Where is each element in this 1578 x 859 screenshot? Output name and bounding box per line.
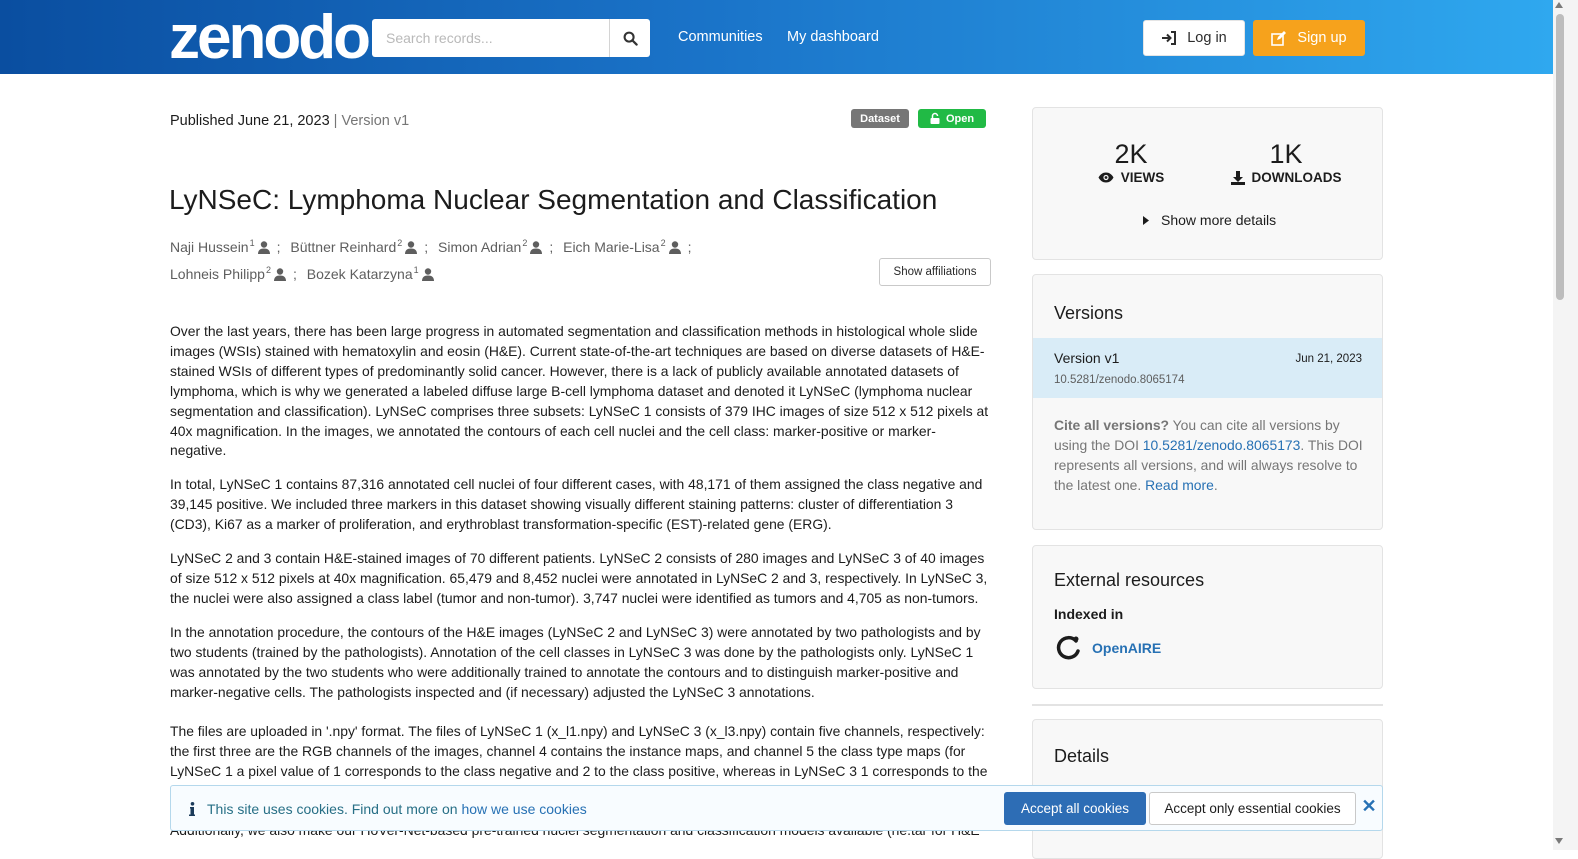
accept-essential-cookies-button[interactable]: Accept only essential cookies: [1149, 792, 1356, 825]
creator-item[interactable]: [307, 261, 435, 288]
openaire-link[interactable]: [1054, 634, 1161, 662]
version-date: Jun 21, 2023: [1295, 353, 1362, 365]
version-item[interactable]: [1033, 338, 1382, 398]
indexed-in-label: Indexed in: [1054, 606, 1124, 622]
show-affiliations-button[interactable]: Show affiliations: [879, 258, 991, 286]
creators-list: [170, 234, 730, 288]
version-separator: |: [333, 113, 338, 129]
creator-item[interactable]: [563, 234, 691, 261]
cite-end: .: [1213, 476, 1218, 493]
external-title: External resources: [1054, 570, 1205, 590]
nav-communities[interactable]: Communities: [678, 29, 763, 45]
views-label: VIEWS: [1120, 170, 1165, 185]
description-paragraph: In total, LyNSeC 1 contains 87,316 annotated cell nuclei of four different cases, with 48,171 of them assigned the class negative and 39,145 positive. We included three markers in this dataset showing visually different staining patterns: cluster of differentiation 3 (CD3), Ki67 as a marker of proliferation, and erythroblast transformation-specific (EST)-related gene (ERG).: [170, 476, 983, 533]
edit-icon: [1271, 31, 1287, 46]
creator-affiliation: 2: [522, 238, 528, 248]
versions-card: [1032, 274, 1383, 530]
downloads-value: 1K: [1269, 139, 1303, 169]
version-name[interactable]: Version v1: [1054, 350, 1120, 366]
openaire-icon: [1054, 634, 1082, 662]
person-icon: [273, 268, 287, 281]
description-paragraph: The files are uploaded in '.npy' format. The files of LyNSeC 1 (x_l1.npy) and LyNSeC 3 (x_l3.npy) contain five channels, respectively: the first three are the RGB channels of the images, channel 4 contains the instance maps, and channel 5 the class type maps (for LyNSeC 1 a pixel value of 1 corresponds to the class negative and 2 to the class positive, whereas in LyNSeC 3 1 corresponds to the: [170, 723, 988, 780]
description-paragraph: In the annotation procedure, the contours of the H&E images (LyNSeC 2 and LyNSeC 3) were annotated by two pathologists and by two students (trained by the pathologists). Annotation of the cell classes in LyNSeC 3 was done by the pathologists only. LyNSeC 1 was annotated by the two students who were additionally trained to annotate the contours and to distinguish marker-positive and marker-negative cells. The pathologists inspected and (if necessary) adjusted the LyNSeC 3 annotations.: [170, 623, 981, 700]
creator-name: Lohneis Philipp: [170, 266, 265, 282]
person-icon: [668, 241, 682, 254]
creator-item[interactable]: [170, 234, 281, 261]
cookie-text: This site uses cookies. Find out more on: [207, 801, 462, 817]
info-icon: [189, 802, 195, 816]
creator-item[interactable]: [170, 261, 297, 288]
creator-affiliation: 2: [397, 238, 403, 248]
creator-name: Bozek Katarzyna: [306, 266, 413, 282]
badge-dataset-label: Dataset: [860, 112, 900, 125]
views-label-row: [1096, 170, 1166, 185]
show-more-label: Show more details: [1161, 212, 1277, 228]
version-doi: 10.5281/zenodo.8065174: [1054, 374, 1185, 386]
close-icon[interactable]: ✕: [1361, 795, 1377, 816]
search-icon: [623, 31, 638, 46]
person-icon: [529, 241, 543, 254]
cookie-banner: [170, 785, 1383, 831]
creator-separator: ;: [549, 239, 554, 255]
versions-title: Versions: [1054, 303, 1124, 323]
details-title: Details: [1054, 746, 1110, 766]
zenodo-logo[interactable]: [169, 3, 368, 72]
cite-all-versions: [1054, 416, 1364, 496]
login-label: Log in: [1187, 30, 1227, 46]
show-more-details[interactable]: [1143, 212, 1276, 228]
login-button[interactable]: [1143, 20, 1245, 56]
downloads-label: DOWNLOADS: [1251, 170, 1342, 185]
resource-type-badge[interactable]: [851, 109, 909, 128]
search-button[interactable]: [609, 19, 650, 57]
accept-all-cookies-button[interactable]: Accept all cookies: [1004, 792, 1146, 825]
scroll-down-icon[interactable]: [1555, 838, 1563, 844]
cite-text-1: You can cite all versions by using the DOI: [1054, 417, 1340, 453]
creator-affiliation: 2: [265, 265, 271, 275]
creator-name: Simon Adrian: [438, 239, 522, 255]
version-label: Version v1: [341, 113, 410, 129]
creator-affiliation: 1: [249, 238, 255, 248]
person-icon: [404, 241, 418, 254]
site-header: [0, 0, 1553, 74]
cookie-message: [189, 801, 587, 817]
downloads-label-row: [1227, 170, 1345, 185]
published-date: Published June 21, 2023: [170, 113, 330, 129]
creator-name: Büttner Reinhard: [290, 239, 397, 255]
cite-text-2: . This DOI represents all versions, and will always resolve to the latest one.: [1054, 436, 1363, 493]
concept-doi-link[interactable]: 10.5281/zenodo.8065173: [1142, 436, 1301, 453]
downloads-stat: [1227, 139, 1345, 185]
signup-label: Sign up: [1297, 30, 1347, 46]
creator-name: Eich Marie-Lisa: [563, 239, 660, 255]
person-icon: [257, 241, 271, 254]
publication-info: [170, 113, 409, 129]
creator-separator: ;: [292, 266, 297, 282]
eye-icon: [1098, 172, 1114, 183]
read-more-link[interactable]: Read more: [1145, 476, 1214, 493]
creator-item[interactable]: [438, 234, 553, 261]
record-title: LyNSeC: Lymphoma Nuclear Segmentation and Classification: [169, 184, 938, 215]
record-description: [170, 322, 992, 796]
sign-in-icon: [1161, 31, 1177, 45]
description-paragraph: LyNSeC 2 and 3 contain H&E-stained images of 70 different patients. LyNSeC 2 consists of 280 images and LyNSeC 3 of 40 images of size 512 x 512 pixels at 40x magnification. 65,479 and 8,452 nuclei were annotated in LyNSeC 2 and 3, respectively. In LyNSeC 3, the nuclei were also assigned a class label (tumor and non-tumor). 3,747 nuclei were identified as tumors and 4,705 as non-tumors.: [170, 550, 988, 606]
search-input[interactable]: [372, 19, 609, 57]
description-paragraph: Over the last years, there has been large progress in automated segmentation and classification methods in histological whole slide images (WSIs) stained with hematoxylin and eosin (H&E). Current state-of-the-art techniques are based on diverse datasets of H&E-stained WSIs of different types of predominantly solid cancer. However, there is a lack of publicly available annotated datasets of lymphoma, which is why we generated a labeled diffuse large B-cell lymphoma dataset and denoted it LyNSeC (lymphoma nuclear segmentation and classification). LyNSeC comprises three subsets: LyNSeC 1 consists of 379 IHC images of size 512 x 512 pixels at 40x magnification. In the images, we annotated the contours of each cell nuclei and the cell class: marker-positive or marker-negative.: [170, 323, 989, 459]
scroll-up-icon[interactable]: [1555, 2, 1563, 8]
cite-bold: Cite all versions?: [1054, 417, 1170, 433]
sidebar-divider: [1032, 704, 1383, 706]
creator-affiliation: 1: [413, 265, 419, 275]
unlock-icon: [930, 113, 940, 124]
cookie-policy-link[interactable]: how we use cookies: [461, 801, 587, 817]
access-badge[interactable]: [918, 109, 986, 128]
creator-item[interactable]: [290, 234, 428, 261]
badge-open-label: Open: [945, 112, 975, 125]
creator-separator: ;: [424, 239, 429, 255]
person-icon: [421, 268, 435, 281]
scroll-thumb[interactable]: [1556, 14, 1564, 300]
stats-card: [1032, 107, 1383, 260]
creator-name: Naji Hussein: [170, 239, 249, 255]
nav-my-dashboard[interactable]: My dashboard: [787, 29, 879, 45]
download-icon: [1231, 171, 1245, 185]
external-resources-card: [1032, 545, 1383, 689]
creator-separator: ;: [687, 239, 692, 255]
signup-button[interactable]: [1253, 20, 1365, 56]
caret-right-icon: [1143, 216, 1149, 225]
svg-text:zenodo: zenodo: [169, 3, 368, 72]
views-value: 2K: [1114, 139, 1148, 169]
creator-separator: ;: [276, 239, 281, 255]
views-stat: [1096, 139, 1166, 185]
openaire-label: OpenAIRE: [1092, 640, 1162, 656]
creator-affiliation: 2: [660, 238, 666, 248]
